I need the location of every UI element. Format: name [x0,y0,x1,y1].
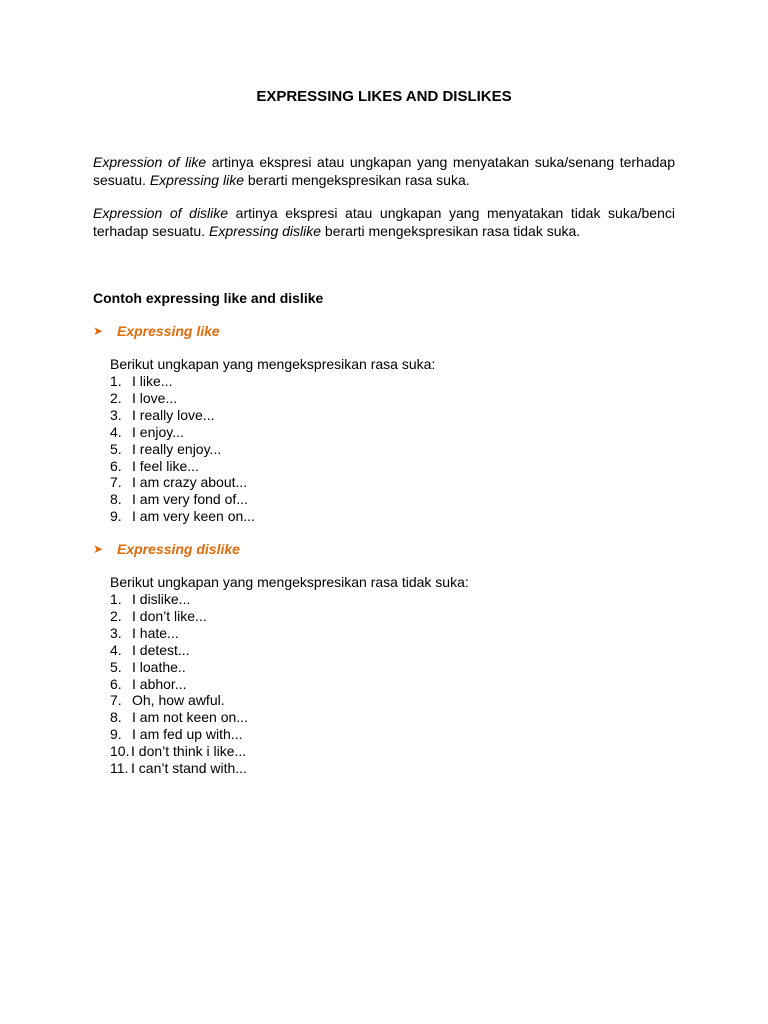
list-item [110,726,469,743]
list-item [110,491,435,508]
list-item-text: I can’t stand with... [131,760,247,777]
list-item-number: 5. [110,658,122,675]
list-item-number: 6. [110,457,122,474]
list-item [110,743,469,760]
list-item [110,625,469,642]
list-item-number: 10. [110,743,130,760]
list-item [110,692,469,709]
arrow-right-icon: ➤ [93,324,104,338]
list-item-text: I enjoy... [132,423,184,440]
list-item-text: I love... [132,389,178,406]
list-item-text: I am very fond of... [132,491,248,508]
list-item-text: I am not keen on... [132,709,248,726]
list-item [110,458,435,475]
list-item [110,407,435,424]
list-item-number: 6. [110,675,122,692]
list-item-number: 2. [110,389,122,406]
list-item-number: 7. [110,474,122,491]
list-item-text: I am fed up with... [132,726,243,743]
term-expressing-dislike: Expressing dislike [208,222,322,239]
list-item-text: I really enjoy... [132,440,222,457]
list-intro: Berikut ungkapan yang mengekspresikan rasa tidak suka: [110,574,469,590]
list-item-number: 8. [110,709,122,726]
list-item [110,591,469,608]
arrow-right-icon: ➤ [93,542,104,556]
paragraph-expression-of-dislike [93,205,675,240]
list-item-number: 4. [110,423,122,440]
list-item-text: I don’t like... [132,607,207,624]
list-item-number: 4. [110,641,122,658]
list-item-text: I am crazy about... [132,474,248,491]
list-item-text: I feel like... [132,457,199,474]
list-item [110,441,435,458]
list-item-number: 1. [110,373,122,389]
list-item-text: I like... [132,373,173,389]
list-item-text: I am very keen on... [132,508,255,525]
list-item-text: I abhor... [132,675,187,692]
list-intro: Berikut ungkapan yang mengekspresikan rasa suka: [110,356,436,372]
list-item-text: I dislike... [132,591,191,607]
term-expressing-like: Expressing like [149,171,244,188]
list-item [110,373,435,390]
section-heading: Contoh expressing like and dislike [93,290,324,306]
paragraph-text: artinya ekspresi atau ungkapan yang menyatakan suka/senang terhadap sesuatu. [93,154,676,188]
list-item-text: Oh, how awful. [132,692,225,709]
list-item-text: I don’t think i like... [131,743,247,760]
list-item-number: 3. [110,406,122,423]
list-item-number: 8. [110,491,122,508]
sub-heading-expressing-dislike [93,541,240,557]
sub-heading-label: Expressing dislike [117,541,240,557]
term-expression-of-dislike: Expression of dislike [93,205,229,221]
paragraph-text: berarti mengekspresikan rasa suka. [243,171,470,188]
paragraph-text: artinya ekspresi atau ungkapan yang menyatakan tidak suka/benci terhadap sesuatu. [93,205,675,239]
list-item [110,390,435,407]
dislike-expressions-block [110,574,469,777]
list-item-number: 3. [110,624,122,641]
list-item [110,424,435,441]
dislike-list [110,591,469,777]
list-item-text: I loathe.. [132,658,186,675]
list-item-text: I really love... [132,406,215,423]
list-item-number: 1. [110,591,122,607]
list-item-number: 7. [110,692,122,709]
paragraph-expression-of-like [93,154,675,189]
list-item [110,676,469,693]
like-expressions-block [110,356,435,525]
list-item-number: 2. [110,607,122,624]
list-item [110,508,435,525]
paragraph-text: berarti mengekspresikan rasa tidak suka. [321,222,581,239]
list-item-number: 9. [110,726,122,743]
list-item [110,760,469,777]
list-item-text: I hate... [132,624,179,641]
list-item [110,642,469,659]
list-item-number: 9. [110,508,122,525]
list-item-number: 5. [110,440,122,457]
list-item-number: 11. [110,760,129,777]
list-item [110,608,469,625]
list-item [110,709,469,726]
sub-heading-expressing-like [93,323,220,339]
like-list [110,373,435,525]
list-item-text: I detest... [132,641,190,658]
document-title: EXPRESSING LIKES AND DISLIKES [256,88,512,105]
list-item [110,474,435,491]
term-expression-of-like: Expression of like [93,154,207,170]
sub-heading-label: Expressing like [117,323,220,339]
list-item [110,659,469,676]
